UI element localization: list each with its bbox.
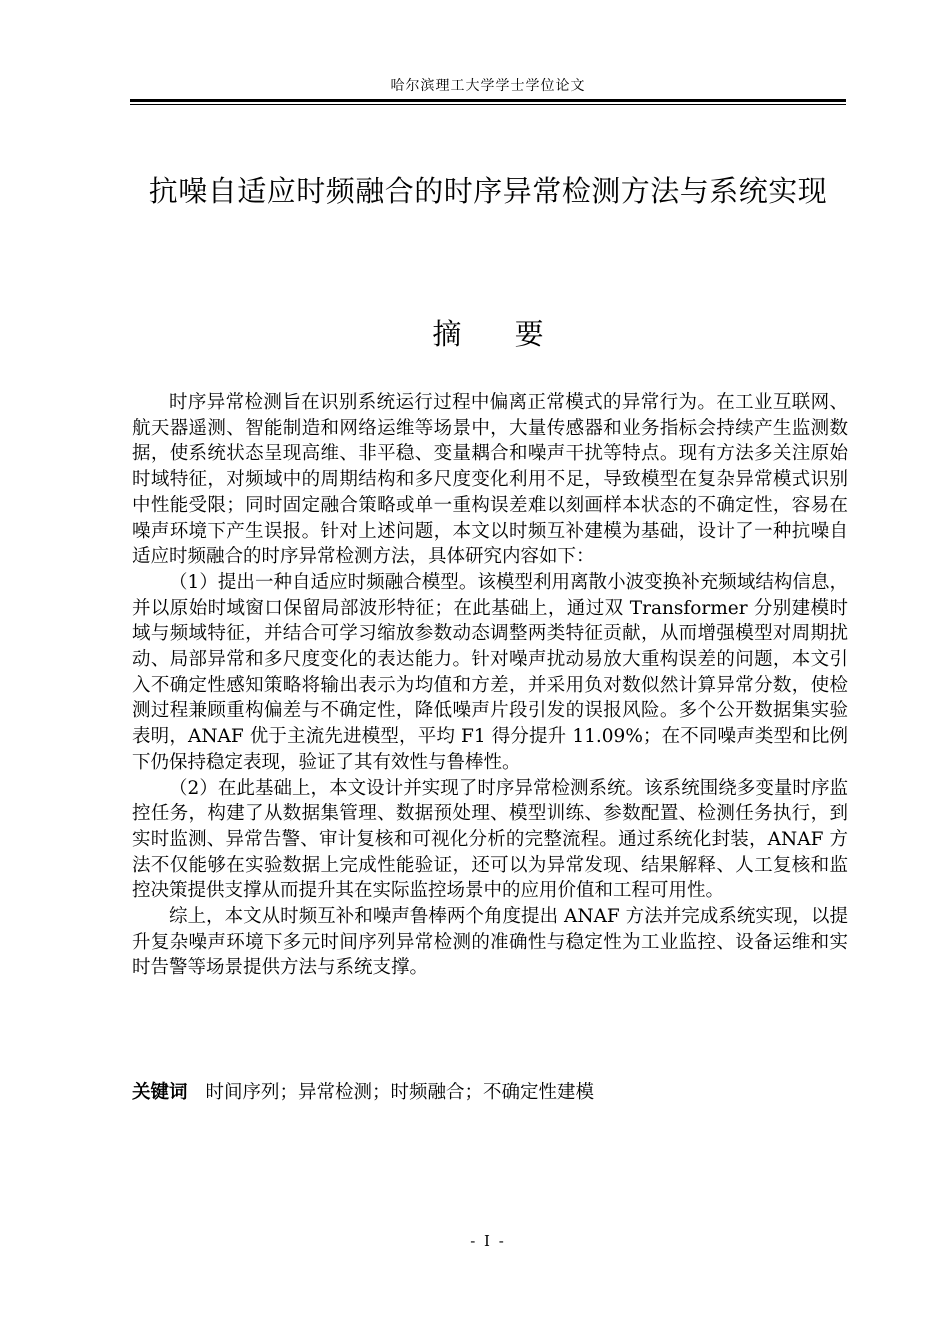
abstract-paragraph-4: 综上，本文从时频互补和噪声鲁棒两个角度提出 ANAF 方法并完成系统实现，以提升复杂噪声环境下多元时间序列异常检测的准确性与稳定性为工业监控、设备运维和实时告警等场景提供方法与系统支撑。 — [132, 906, 848, 979]
abstract-paragraph-3: （2）在此基础上，本文设计并实现了时序异常检测系统。该系统围绕多变量时序监控任务，构建了从数据集管理、数据预处理、模型训练、参数配置、检测任务执行，到实时监测、异常告警、审计复核和可视化分析的完整流程。通过系统化封装，ANAF 方法不仅能够在实验数据上完成性能验证，还可以为异常发现、结果解释、人工复核和监控决策提供支撑从而提升其在实际监控场景中的应用价值和工程可用性。 — [132, 777, 848, 902]
page-number: - I - — [470, 1232, 506, 1250]
header-rule-thick — [130, 99, 846, 102]
keywords-line — [132, 1080, 848, 1106]
keywords-label: 关键词 — [132, 1082, 188, 1103]
header-rule-thin — [130, 104, 846, 105]
thesis-title: 抗噪自适应时频融合的时序异常检测方法与系统实现 — [148, 174, 828, 208]
running-header: 哈尔滨理工大学学士学位论文 — [390, 78, 586, 94]
abstract-paragraph-1: 时序异常检测旨在识别系统运行过程中偏离正常模式的异常行为。在工业互联网、航天器遥测、智能制造和网络运维等场景中，大量传感器和业务指标会持续产生监测数据，使系统状态呈现高维、非平稳、变量耦合和噪声干扰等特点。现有方法多关注原始时域特征，对频域中的周期结构和多尺度变化利用不足，导致模型在复杂异常模式识别中性能受限；同时固定融合策略或单一重构误差难以刻画样本状态的不确定性，容易在噪声环境下产生误报。针对上述问题，本文以时频互补建模为基础，设计了一种抗噪自适应时频融合的时序异常检测方法，具体研究内容如下： — [132, 392, 848, 568]
abstract-paragraph-2: （1）提出一种自适应时频融合模型。该模型利用离散小波变换补充频域结构信息，并以原始时域窗口保留局部波形特征；在此基础上，通过双 Transformer 分别建模时域与频域特征，并结合可学习缩放参数动态调整两类特征贡献，从而增强模型对周期扰动、局部异常和多尺度变化的表达能力。针对噪声扰动易放大重构误差的问题，本文引入不确定性感知策略将输出表示为均值和方差，并采用负对数似然计算异常分数，使检测过程兼顾重构偏差与不确定性，降低噪声片段引发的误报风险。多个公开数据集实验表明，ANAF 优于主流先进模型，平均 F1 得分提升 11.09%；在不同噪声类型和比例下仍保持稳定表现，验证了其有效性与鲁棒性。 — [132, 571, 848, 773]
abstract-heading: 摘 要 — [432, 317, 566, 351]
keywords-text: 时间序列；异常检测；时频融合；不确定性建模 — [205, 1082, 595, 1103]
abstract-body — [132, 390, 848, 981]
